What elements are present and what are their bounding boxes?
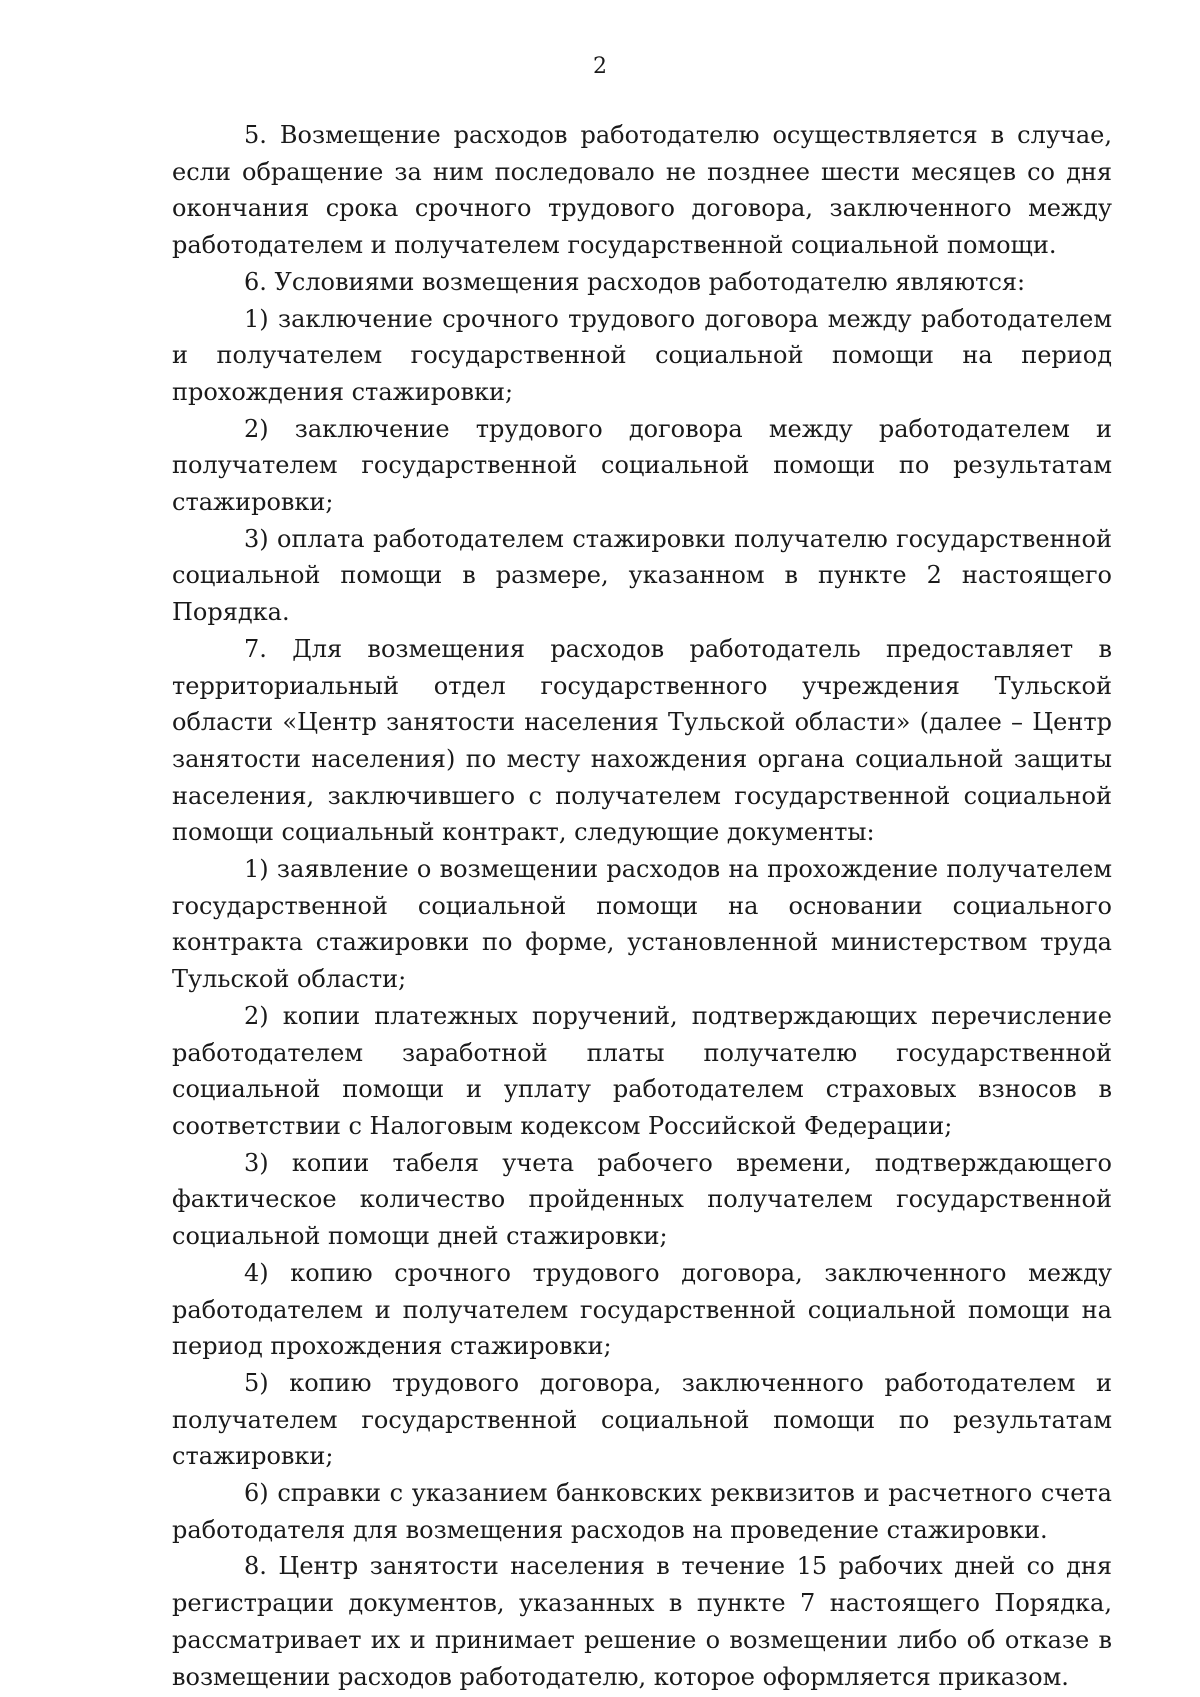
- paragraph-7-item-1: 1) заявление о возмещении расходов на прохождение получателем государственной социальной помощи на основании социального контракта стажировки по форме, установленной министерством труда Тульской области;: [172, 855, 1112, 994]
- paragraph-6-item-1: 1) заключение срочного трудового договора между работодателем и получателем государственной социальной помощи на период прохождения стажировки;: [172, 304, 1112, 406]
- paragraph-6-item-2: 2) заключение трудового договора между работодателем и получателем государственной социальной помощи по результатам стажировки;: [172, 414, 1112, 517]
- paragraph-7: 7. Для возмещения расходов работодатель предоставляет в территориальный отдел государственного учреждения Тульской области «Центр занятости населения Тульской области» (далее – Центр занятости населения) по месту нахождения органа социальной защиты населения, заключившего с получателем государственной социальной помощи социальный контракт, следующие документы:: [172, 634, 1112, 847]
- paragraph-5: 5. Возмещение расходов работодателю осуществляется в случае, если обращение за ним последовало не позднее шести месяцев со дня окончания срока срочного трудового договора, заключенного между работодателем и получателем государственной социальной помощи.: [172, 121, 1112, 260]
- document-body: [172, 117, 1112, 1695]
- paragraph-7-item-4: 4) копию срочного трудового договора, заключенного между работодателем и получателем государственной социальной помощи на период прохождения стажировки;: [172, 1258, 1112, 1361]
- paragraph-7-item-3: 3) копии табеля учета рабочего времени, подтверждающего фактическое количество пройденных получателем государственной социальной помощи дней стажировки;: [172, 1148, 1112, 1251]
- paragraph-7-item-2: 2) копии платежных поручений, подтверждающих перечисление работодателем заработной платы получателю государственной социальной помощи и уплату работодателем страховых взносов в соответствии с Налоговым кодексом Российской Федерации;: [172, 1001, 1112, 1140]
- paragraph-8: 8. Центр занятости населения в течение 15 рабочих дней со дня регистрации документов, указанных в пункте 7 настоящего Порядка, рассматривает их и принимает решение о возмещении либо об отказе в возмещении расходов работодателю, которое оформляется приказом.: [172, 1552, 1112, 1691]
- paragraph-7-item-6: 6) справки с указанием банковских реквизитов и расчетного счета работодателя для возмещения расходов на проведение стажировки.: [172, 1479, 1112, 1544]
- paragraph-7-item-5: 5) копию трудового договора, заключенного работодателем и получателем государственной социальной помощи по результатам стажировки;: [172, 1368, 1112, 1471]
- page-number: 2: [593, 54, 607, 79]
- paragraph-6-item-3: 3) оплата работодателем стажировки получателю государственной социальной помощи в размере, указанном в пункте 2 настоящего Порядка.: [172, 524, 1112, 627]
- paragraph-6: 6. Условиями возмещения расходов работодателю являются:: [244, 267, 1026, 296]
